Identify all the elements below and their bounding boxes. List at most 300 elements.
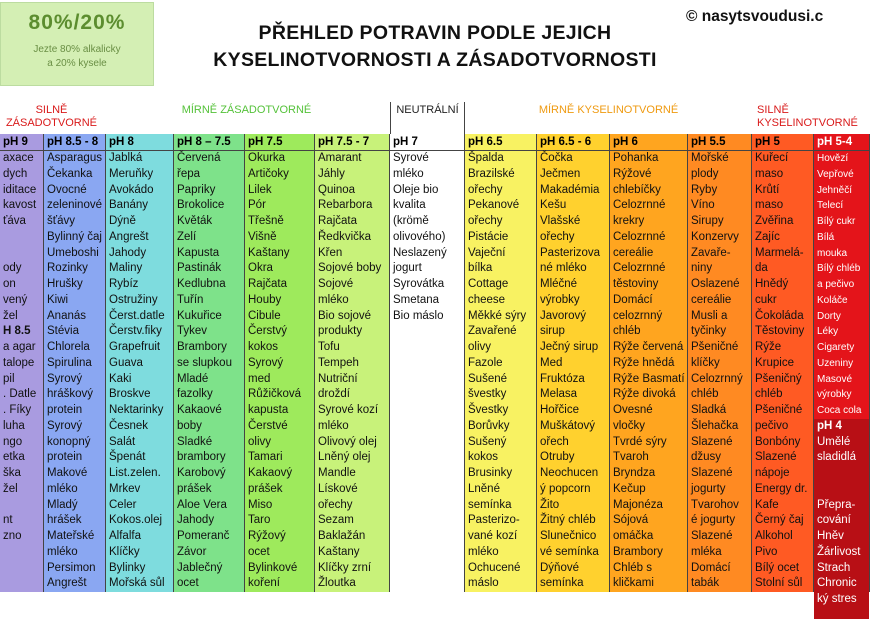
category-strongly-acidic xyxy=(752,102,870,134)
food-item: Rybíz xyxy=(109,278,139,290)
food-item: mléko xyxy=(318,419,349,432)
food-item: tabák xyxy=(691,577,720,590)
food-item: Brambory xyxy=(613,545,663,558)
ratio-badge xyxy=(0,2,154,86)
food-item: semínka xyxy=(468,498,512,511)
food-item: Kaki xyxy=(109,372,132,385)
food-item: Pór xyxy=(248,199,266,212)
category-mildly-acidic xyxy=(465,102,752,134)
food-item: Mladý xyxy=(47,498,78,511)
food-item: Tvarohov xyxy=(691,498,739,511)
title-line-2: KYSELINOTVORNOSTI A ZÁSADOTVORNOSTI xyxy=(213,49,657,71)
food-item: Syrové xyxy=(393,152,429,164)
food-item: Persimon xyxy=(47,561,96,574)
food-item: Chronic xyxy=(817,577,857,590)
food-item: ořechy xyxy=(468,183,503,196)
food-item: Baklažán xyxy=(318,530,366,542)
food-item: Těstoviny xyxy=(755,325,805,338)
food-item: Bylinkové xyxy=(248,561,298,574)
food-item: ška xyxy=(3,467,21,479)
food-item: mléko xyxy=(47,482,78,495)
food-item: Kaštany xyxy=(248,246,290,259)
copyright-text: © nasytsvoudusi.c xyxy=(686,8,824,25)
food-item: chléb xyxy=(691,388,719,401)
food-item: boby xyxy=(177,419,202,432)
food-item: Mléčné xyxy=(540,278,578,290)
column-header: pH 5 xyxy=(752,134,814,151)
food-item: Guava xyxy=(109,356,143,369)
food-item: Musli a xyxy=(691,309,728,322)
food-item: Pšeničné xyxy=(755,404,803,416)
food-item: Švestky xyxy=(468,404,509,416)
food-item: Česnek xyxy=(109,419,148,432)
food-item: Špenát xyxy=(109,451,146,464)
food-item: Bylinný čaj xyxy=(47,230,102,243)
food-item: kokos xyxy=(248,341,279,353)
food-item: výrobky xyxy=(540,293,580,306)
food-item: vané kozí xyxy=(468,530,518,542)
food-item: Ochucené xyxy=(468,561,521,574)
food-item: Chlorela xyxy=(47,341,90,353)
food-item: Domácí xyxy=(613,293,653,306)
food-item: Cigarety xyxy=(817,342,855,353)
food-item: Rýžový xyxy=(248,530,286,542)
food-item: Mrkev xyxy=(109,482,141,495)
ph-column xyxy=(390,151,465,592)
food-item: on xyxy=(3,278,16,290)
food-item: mléko xyxy=(318,293,349,306)
food-item: řepa xyxy=(177,167,201,180)
food-item: Telecí xyxy=(817,200,844,212)
food-item: Hrušky xyxy=(47,278,83,290)
food-item: Pomeranč xyxy=(177,530,230,542)
food-item: Tykev xyxy=(177,325,208,338)
ph-column xyxy=(752,151,814,592)
food-item: . Datle xyxy=(3,388,37,401)
food-item: Strach xyxy=(817,561,851,574)
food-item: Pasterizo- xyxy=(468,514,520,527)
food-item: protein xyxy=(47,404,83,416)
food-item: nt xyxy=(3,514,13,527)
food-item: Vepřové xyxy=(817,168,854,180)
food-item: Tvrdé sýry xyxy=(613,435,667,448)
food-item: Krůtí xyxy=(755,183,780,196)
food-item: Jahody xyxy=(177,514,215,527)
food-item: žel xyxy=(3,482,18,495)
food-item: ořechy xyxy=(318,498,353,511)
food-item: Žito xyxy=(540,498,560,511)
food-item: pečivo xyxy=(755,419,789,432)
food-item: Pastinák xyxy=(177,262,222,275)
food-item: Hnědý xyxy=(755,278,789,290)
food-item: prášek xyxy=(177,482,212,495)
food-item: Šlehačka xyxy=(691,419,739,432)
food-item: Stévia xyxy=(47,325,79,338)
food-item: Meruňky xyxy=(109,167,154,180)
food-item: Oleje bio xyxy=(393,183,439,196)
food-item: Květák xyxy=(177,215,213,227)
food-item: Kakaové xyxy=(177,404,222,416)
food-item: Pasterizova xyxy=(540,246,601,259)
food-item: cukr xyxy=(755,293,777,306)
food-item: Quinoa xyxy=(318,183,356,196)
food-item: prášek xyxy=(248,482,283,495)
food-item: Neochucen xyxy=(540,467,599,479)
food-item: kvalita xyxy=(393,199,426,212)
food-item: Zajíc xyxy=(755,230,780,243)
food-item: pil xyxy=(3,372,15,385)
food-item: mléka xyxy=(691,545,722,558)
food-item: niny xyxy=(691,262,713,275)
food-item: klíčky xyxy=(691,356,720,369)
food-item: Kaštany xyxy=(318,545,360,558)
food-item: Sojové boby xyxy=(318,262,382,275)
food-item: Rebarbora xyxy=(318,199,373,212)
food-item: Kukuřice xyxy=(177,309,222,322)
food-item: Slunečnico xyxy=(540,530,597,542)
food-item: Artičoky xyxy=(248,167,289,180)
food-item: Sójová xyxy=(613,514,649,527)
food-item: Sirupy xyxy=(691,215,724,227)
food-item: švestky xyxy=(468,388,507,401)
category-label: NEUTRÁLNÍ xyxy=(396,104,459,116)
food-item: Cottage xyxy=(468,278,509,290)
food-item: Zavařené xyxy=(468,325,517,338)
ph-column xyxy=(688,151,752,592)
food-item: hráškový xyxy=(47,388,94,401)
ratio-line-1: Jezte 80% alkalicky xyxy=(33,44,121,55)
food-item: protein xyxy=(47,451,83,464)
food-item: hrášek xyxy=(47,514,82,527)
food-item: Lískové xyxy=(318,482,358,495)
column-header: pH 6.5 xyxy=(465,134,537,151)
category-label-line-1: SILNĚ xyxy=(35,104,68,116)
food-item: . Fíky xyxy=(3,404,32,416)
food-item xyxy=(0,230,43,246)
food-item: Jáhly xyxy=(318,167,345,180)
food-item: Avokádo xyxy=(109,183,154,196)
food-item: Kuřecí xyxy=(755,152,789,164)
food-item: Maliny xyxy=(109,262,143,275)
food-item: Alkohol xyxy=(755,530,793,542)
food-item: Slazené xyxy=(691,530,733,542)
food-item: ořechy xyxy=(468,215,503,227)
food-item: sirup xyxy=(540,325,565,338)
food-item xyxy=(0,246,43,262)
column-header: pH 7.5 xyxy=(245,134,315,151)
food-item: Mořské xyxy=(691,152,729,164)
food-item: Rýže xyxy=(755,341,782,353)
food-item: Závor xyxy=(177,545,207,558)
food-item: Celozrnné xyxy=(613,230,666,243)
food-item: Marmelá- xyxy=(755,246,804,259)
food-item: kapusta xyxy=(248,404,289,416)
food-item: Rajčata xyxy=(248,278,287,290)
food-item: ocet xyxy=(177,577,199,590)
food-item: Angrešt xyxy=(47,577,87,590)
ph-column xyxy=(315,151,390,592)
food-item: vený xyxy=(3,293,28,306)
category-label-line-1: SILNĚ xyxy=(757,104,789,116)
ph-column xyxy=(814,151,870,605)
food-item: cereálie xyxy=(613,246,654,259)
ph-column xyxy=(537,151,610,592)
food-item: maso xyxy=(755,199,784,212)
food-item: Víno xyxy=(691,199,715,212)
food-item: né mléko xyxy=(540,262,587,275)
food-item: Celozrnné xyxy=(613,199,666,212)
food-item: Muškátový xyxy=(540,419,595,432)
category-label: MÍRNĚ ZÁSADOTVORNÉ xyxy=(181,104,312,116)
food-item: Syrový xyxy=(47,419,83,432)
food-item xyxy=(814,482,869,498)
column-header: pH 4 xyxy=(817,419,842,432)
food-item: mouka xyxy=(817,247,848,259)
food-item: Kakaový xyxy=(248,467,293,479)
food-item: Léky xyxy=(817,326,839,338)
food-item: olivy xyxy=(248,435,272,448)
food-item: se slupkou xyxy=(177,356,232,369)
food-item: Coca cola xyxy=(817,405,862,416)
food-item: Kedlubna xyxy=(177,278,226,290)
food-item: Fruktóza xyxy=(540,372,585,385)
category-strongly-alkaline xyxy=(0,102,103,134)
food-item: fazolky xyxy=(177,388,213,401)
food-item: Broskve xyxy=(109,388,151,401)
column-header: pH 7.5 - 7 xyxy=(315,134,390,151)
food-item: Celozrnný xyxy=(691,372,743,385)
food-item: vločky xyxy=(613,419,645,432)
food-item: Kešu xyxy=(540,199,567,212)
food-item: Konzervy xyxy=(691,230,739,243)
food-item: Brazilské xyxy=(468,167,515,180)
food-item: Hněv xyxy=(817,530,844,542)
food-item: Umeboshi xyxy=(47,246,99,259)
food-item: Brambory xyxy=(177,341,227,353)
food-item: Nektarinky xyxy=(109,404,164,416)
food-item: celozrnný xyxy=(613,309,663,322)
food-item: Domácí xyxy=(691,561,731,574)
food-item: Křen xyxy=(318,246,343,259)
food-item: koření xyxy=(248,577,280,590)
food-item: krekry xyxy=(613,215,645,227)
food-item: Masové xyxy=(817,373,853,385)
column-header: pH 8 xyxy=(106,134,174,151)
food-item: cheese xyxy=(468,293,506,306)
food-item: Ovocné xyxy=(47,183,87,196)
food-item: Tofu xyxy=(318,341,340,353)
food-item: Majonéza xyxy=(613,498,663,511)
food-item: cereálie xyxy=(691,293,732,306)
food-item: List.zelen. xyxy=(109,467,161,479)
food-item: ngo xyxy=(3,435,23,448)
food-item: Mladé xyxy=(177,372,209,385)
food-item: Brusinky xyxy=(468,467,513,479)
food-item: Čerst.datle xyxy=(109,309,165,322)
food-item: Višně xyxy=(248,230,277,243)
food-item: Koláče xyxy=(817,294,848,306)
category-neutral xyxy=(390,102,465,134)
food-item: Čokoláda xyxy=(755,309,804,322)
column-header: pH 7 xyxy=(390,134,465,151)
column-header: pH 6.5 - 6 xyxy=(537,134,610,151)
food-item: Bio sojové xyxy=(318,309,372,322)
food-item: Chléb s xyxy=(613,561,652,574)
column-header: pH 6 xyxy=(610,134,688,151)
food-item: Žitný chléb xyxy=(540,514,596,527)
food-item: Zelí xyxy=(177,230,197,243)
title-line-1: PŘEHLED POTRAVIN PODLE JEJICH xyxy=(258,22,612,44)
food-item: H 8.5 xyxy=(3,325,31,338)
food-item: Ostružiny xyxy=(109,293,158,306)
food-item: da xyxy=(755,262,768,275)
food-item: Syrové kozí xyxy=(318,404,379,416)
food-item: Pekanové xyxy=(468,199,520,212)
food-item: Miso xyxy=(248,498,273,511)
food-item: Asparagus xyxy=(47,152,102,164)
food-item: Bryndza xyxy=(613,467,656,479)
food-item: dych xyxy=(3,167,28,180)
food-item: Červená xyxy=(177,152,221,164)
category-label-line-2: ZÁSADOTVORNÉ xyxy=(5,117,98,129)
food-item: iditace xyxy=(3,183,37,196)
food-item: Rýže divoká xyxy=(613,388,676,401)
food-item: Jablká xyxy=(109,152,143,164)
food-item: Sušené xyxy=(468,372,508,385)
food-item: mléko xyxy=(468,545,499,558)
food-item: máslo xyxy=(468,577,499,590)
food-item: Krupice xyxy=(755,356,794,369)
food-item: Vaječní xyxy=(468,246,506,259)
food-item: Ječný sirup xyxy=(540,341,599,353)
food-item: Syrový xyxy=(47,372,83,385)
food-item: kavost xyxy=(3,199,37,212)
food-item: Hořčice xyxy=(540,404,579,416)
food-item: Růžičková xyxy=(248,388,302,401)
food-item: Med xyxy=(540,356,563,369)
food-item: etka xyxy=(3,451,25,464)
food-item: výrobky xyxy=(817,389,852,401)
food-item: Špalda xyxy=(468,152,504,164)
ph-column xyxy=(465,151,537,592)
food-item: Spirulina xyxy=(47,356,92,369)
food-item xyxy=(0,498,43,514)
food-item: Fazole xyxy=(468,356,503,369)
food-item: Tempeh xyxy=(318,356,359,369)
food-item: Pšeničné xyxy=(691,341,739,353)
food-item: Lilek xyxy=(248,183,272,196)
food-item: maso xyxy=(755,167,784,180)
food-item: Cibule xyxy=(248,309,281,322)
ph-column xyxy=(106,151,174,592)
food-item: (krömě xyxy=(393,215,429,227)
food-item: Otruby xyxy=(540,451,575,464)
food-item: Rýže červená xyxy=(613,341,684,353)
food-item: chléb xyxy=(613,325,641,338)
food-item: Kečup xyxy=(613,482,646,495)
food-item: Taro xyxy=(248,514,271,527)
food-item: Papriky xyxy=(177,183,216,196)
food-item: ký stres xyxy=(817,593,857,605)
food-item: Syrovátka xyxy=(393,278,445,290)
food-item: ťáva xyxy=(3,215,26,227)
food-item: Brokolice xyxy=(177,199,225,212)
category-mildly-alkaline xyxy=(103,102,390,134)
food-item: Rajčata xyxy=(318,215,357,227)
column-header: pH 5.5 xyxy=(688,134,752,151)
food-item: Houby xyxy=(248,293,282,306)
food-item: olivového) xyxy=(393,230,446,243)
food-item: Mandle xyxy=(318,467,356,479)
food-item: Rýže hnědá xyxy=(613,356,675,369)
food-item: Melasa xyxy=(540,388,578,401)
food-item: Hovězí xyxy=(817,153,849,164)
food-item: Sladké xyxy=(177,435,213,448)
food-item: Karobový xyxy=(177,467,226,479)
food-item: Pohanka xyxy=(613,152,659,164)
food-item: Borůvky xyxy=(468,419,510,432)
food-item: Rozinky xyxy=(47,262,88,275)
category-label: MÍRNĚ KYSELINOTVORNÉ xyxy=(538,104,679,116)
food-item: těstoviny xyxy=(613,278,659,290)
food-item: Sušený xyxy=(468,435,507,448)
food-item: Angrešt xyxy=(109,230,149,243)
food-item: brambory xyxy=(177,451,226,464)
ph-column xyxy=(610,151,688,592)
food-item: zeleninové xyxy=(47,199,102,212)
food-item: Ječmen xyxy=(540,167,581,180)
category-label-line-2: KYSELINOTVORNÉ xyxy=(757,117,858,129)
food-item: Okra xyxy=(248,262,273,275)
food-item: Žloutka xyxy=(318,577,356,590)
food-item: axace xyxy=(3,152,34,164)
food-item: ý popcorn xyxy=(540,482,591,495)
food-item: Klíčky xyxy=(109,545,140,558)
food-item: Zvěřina xyxy=(755,215,794,227)
food-item: Dorty xyxy=(817,310,841,322)
food-item: Bílý chléb xyxy=(817,263,861,275)
food-item: Bylinky xyxy=(109,561,146,574)
column-header: pH 8 – 7.5 xyxy=(174,134,245,151)
food-item: Bio máslo xyxy=(393,309,444,322)
food-item: Černý čaj xyxy=(755,514,804,527)
food-item: kličkami xyxy=(613,577,654,590)
food-item: Kokos.olej xyxy=(109,514,163,527)
food-item: Dýňové xyxy=(540,561,579,574)
ph-column xyxy=(44,151,106,592)
food-item: Lněné xyxy=(468,482,500,495)
food-item: Slazené xyxy=(691,435,733,448)
ph-column xyxy=(174,151,245,592)
food-item: semínka xyxy=(540,577,584,590)
column-header: pH 8.5 - 8 xyxy=(44,134,106,151)
food-item: nápoje xyxy=(755,467,790,479)
food-item: Ananás xyxy=(47,309,87,322)
food-item: Tamari xyxy=(248,451,283,464)
food-item: Pivo xyxy=(755,545,778,558)
food-item: Pšeničný xyxy=(755,372,802,385)
food-item: Měkké sýry xyxy=(468,309,527,322)
food-item: Sojové xyxy=(318,278,354,290)
food-item: Přepra- xyxy=(817,498,856,511)
food-item: a pečivo xyxy=(817,279,855,290)
food-item: Energy dr. xyxy=(755,482,808,495)
food-item: droždí xyxy=(318,388,350,401)
food-item: chlebíčky xyxy=(613,183,661,196)
food-item: ody xyxy=(3,262,22,275)
food-item: bílka xyxy=(468,262,493,275)
food-item: Sezam xyxy=(318,514,354,527)
